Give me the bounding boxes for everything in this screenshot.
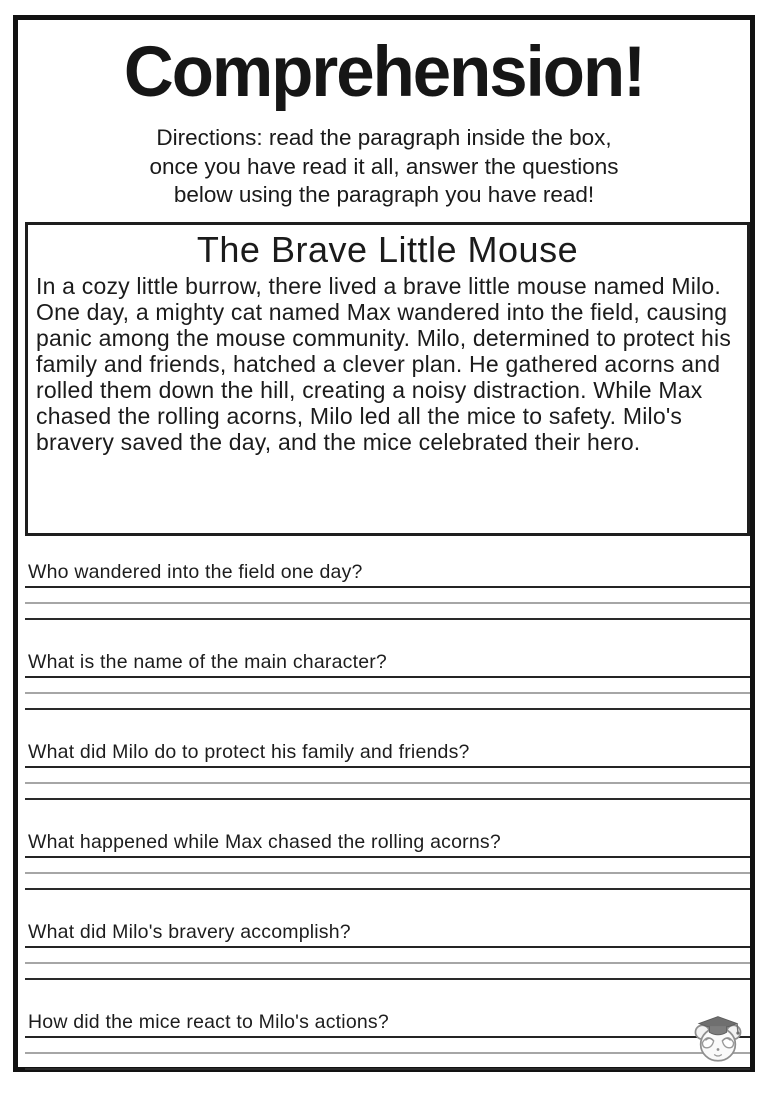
question-text: What did Milo do to protect his family and friends? bbox=[25, 741, 750, 768]
question-block bbox=[25, 741, 750, 800]
answer-line bbox=[25, 768, 750, 784]
panda-graduate-icon bbox=[692, 1013, 744, 1067]
directions-text bbox=[0, 124, 768, 210]
answer-line bbox=[25, 604, 750, 620]
answer-line bbox=[25, 784, 750, 800]
answer-line bbox=[25, 874, 750, 890]
answer-line bbox=[25, 1054, 750, 1070]
directions-line-3: below using the paragraph you have read! bbox=[173, 182, 595, 207]
directions-line-2: once you have read it all, answer the questions bbox=[149, 153, 619, 179]
directions-line-1: Directions: read the paragraph inside the box, bbox=[156, 125, 612, 150]
answer-line bbox=[25, 588, 750, 604]
answer-line bbox=[25, 694, 750, 710]
answer-line bbox=[25, 858, 750, 874]
question-block bbox=[25, 831, 750, 890]
answer-line bbox=[25, 948, 750, 964]
question-text: What happened while Max chased the rolling acorns? bbox=[25, 831, 750, 858]
answer-line bbox=[25, 1038, 750, 1054]
passage-box bbox=[25, 222, 750, 536]
passage-title: The Brave Little Mouse bbox=[196, 229, 579, 270]
question-block bbox=[25, 1011, 750, 1070]
passage-text: In a cozy little burrow, there lived a brave little mouse named Milo. One day, a mighty cat named Max wandered into the field, causing panic among the mouse community. Milo, determined to protect his family and friends, hatched a clever plan. He gathered acorns and rolled them down the hill, creating a noisy distraction. While Max chased the rolling acorns, Milo led all the mice to safety. Milo's bravery saved the day, and the mice celebrated their hero. bbox=[36, 273, 732, 455]
question-text: What did Milo's bravery accomplish? bbox=[25, 921, 750, 948]
question-text: What is the name of the main character? bbox=[25, 651, 750, 678]
questions-section bbox=[25, 561, 750, 1101]
question-text: Who wandered into the field one day? bbox=[25, 561, 750, 588]
question-text: How did the mice react to Milo's actions? bbox=[25, 1011, 750, 1038]
answer-line bbox=[25, 678, 750, 694]
question-block bbox=[25, 651, 750, 710]
answer-line bbox=[25, 964, 750, 980]
question-block bbox=[25, 921, 750, 980]
question-block bbox=[25, 561, 750, 620]
worksheet-title: Comprehension! bbox=[123, 31, 645, 112]
